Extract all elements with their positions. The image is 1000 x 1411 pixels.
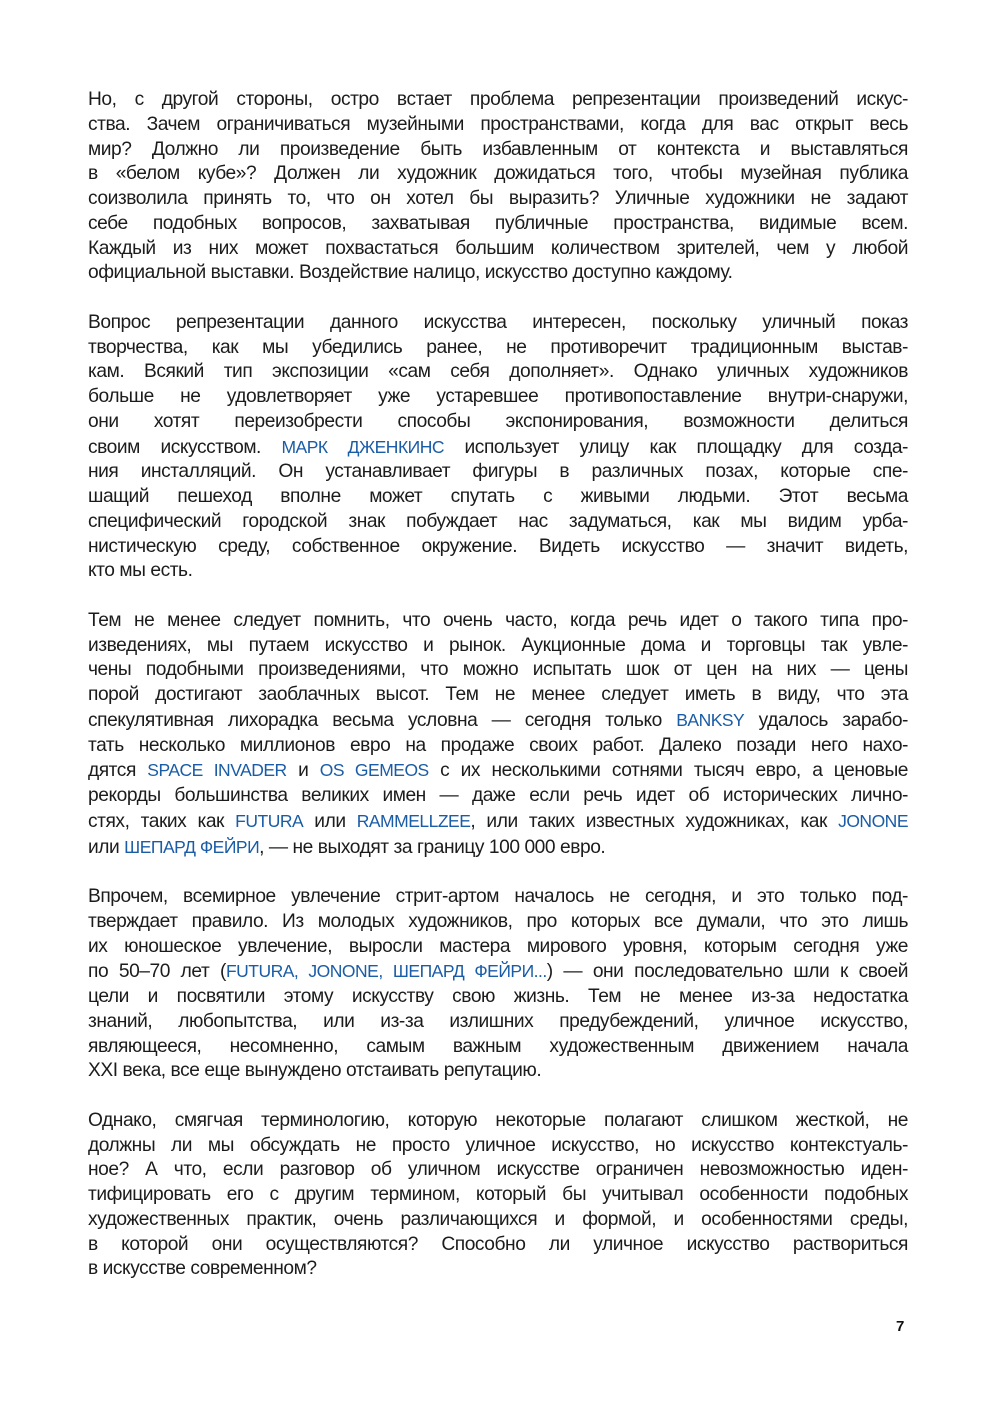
document-page — [88, 88, 908, 1307]
text-line — [88, 835, 908, 861]
text-line: специфический городской знак побуждает нас задуматься, как мы видим урба- — [88, 510, 908, 532]
text-line: творчества, как мы убедились ранее, не противоречит традиционным выстав- — [88, 336, 908, 358]
text-line: официальной выставки. Воздействие налицо, искусство доступно каждому. — [88, 262, 733, 284]
text-line: знаний, любопытства, или из-за излишних предубеждений, уличное искусство, — [88, 1010, 908, 1032]
artist-name-os-gemeos: OS GEMEOS — [319, 760, 429, 781]
text-line — [88, 959, 908, 985]
text-line: являющееся, несомненно, самым важным художественным движением начала — [88, 1035, 908, 1057]
paragraph-1 — [88, 88, 908, 286]
text-line: цели и посвятили этому искусству свою жизнь. Тем не менее из-за недостатка — [88, 986, 908, 1007]
text-line — [88, 708, 908, 734]
text-line: кто мы есть. — [88, 560, 193, 582]
text-run: , — не выходят за границу 100 000 евро. — [259, 836, 606, 858]
paragraph-3 — [88, 609, 908, 861]
text-line: соизволила принять то, что он хотел бы выразить? Уличные художники не задают — [88, 188, 908, 209]
artist-name-rammellzee: RAMMELLZEE — [356, 810, 471, 831]
text-line — [88, 809, 908, 835]
text-line: ния инсталляций. Он устанавливает фигуры в различных позах, которые спе- — [88, 461, 908, 483]
paragraph-4 — [88, 885, 908, 1084]
text-line: Тем не менее следует помнить, что очень часто, когда речь идет о такого типа про- — [88, 609, 908, 631]
text-run: или — [303, 810, 357, 832]
text-line: чены подобными произведениями, что можно испытать шок от цен на них — цены — [88, 659, 908, 681]
text-line: ное? А что, если разговор об уличном искусстве ограничен невозможностью иден- — [88, 1159, 908, 1181]
text-line: должны ли мы обсуждать не просто уличное искусство, но искусство контекстуаль- — [88, 1134, 908, 1156]
text-line: их юношеское увлечение, выросли мастера мирового уровня, которым сегодня уже — [88, 935, 908, 957]
artist-name-shepard-fairey: ШЕПАРД ФЕЙРИ — [124, 836, 260, 857]
text-line: шащий пешеход вполне может спутать с живыми людьми. Этот весьма — [88, 486, 908, 507]
text-line: больше не удовлетворяет уже устаревшее противопоставление внутри-снаружи, — [88, 386, 908, 407]
text-run: с их несколькими сотнями тысяч евро, а ценовые — [428, 760, 909, 782]
text-run: дятся — [88, 760, 148, 782]
text-run: использует улицу как площадку для созда- — [444, 436, 908, 458]
text-run: спекулятивная лихорадка весьма условна — сегодня только — [88, 709, 677, 731]
paragraph-5 — [88, 1109, 908, 1282]
text-line: ства. Зачем ограничиваться музейными пространствами, когда для вас открыт весь — [88, 113, 908, 135]
text-line — [88, 758, 908, 784]
artist-name-banksy: BANKSY — [676, 709, 745, 730]
page-number: 7 — [896, 1318, 905, 1335]
text-run: ) — они последовательно шли к своей — [546, 961, 908, 983]
text-line: в которой они осуществляются? Способно ли уличное искусство раствориться — [88, 1233, 908, 1255]
text-line: нистическую среду, собственное окружение. Видеть искусство — значит видеть, — [88, 535, 908, 557]
artist-name-jonone: JONONE — [838, 810, 908, 831]
text-line: Каждый из них может похвастаться большим количеством зрителей, чем у любой — [88, 237, 908, 259]
text-run: стях, таких как — [88, 810, 236, 832]
artist-name-futura: FUTURA — [235, 810, 304, 831]
text-line: рекорды большинства великих имен — даже если речь идет об исторических лично- — [88, 785, 908, 806]
paragraph-2 — [88, 311, 908, 584]
text-line: себе подобных вопросов, захватывая публичные пространства, видимые всем. — [88, 212, 908, 234]
artist-name-mark-jenkins: МАРК ДЖЕНКИНС — [281, 436, 444, 457]
text-line: в «белом кубе»? Должен ли художник дожидаться того, чтобы музейная публика — [88, 163, 908, 185]
text-line: тверждает правило. Из молодых художников, про которых все думали, что это лишь — [88, 910, 908, 932]
text-line: мир? Должно ли произведение быть избавленным от контекста и выставляться — [88, 138, 908, 160]
text-run: по 50–70 лет ( — [88, 961, 226, 983]
text-line: тать несколько миллионов евро на продаже своих работ. Далеко позади него нахо- — [88, 734, 908, 756]
text-line: Впрочем, всемирное увлечение стрит-артом началось не сегодня, и это только под- — [88, 886, 908, 907]
text-line: в искусстве современном? — [88, 1258, 317, 1280]
text-line: XXI века, все еще вынуждено отстаивать репутацию. — [88, 1060, 542, 1082]
text-line: кам. Всякий тип экспозиции «сам себя дополняет». Однако уличных художников — [88, 361, 908, 383]
text-line: они хотят переизобрести способы экспонирования, возможности делиться — [88, 410, 908, 432]
text-line: Но, с другой стороны, остро встает проблема репрезентации произведений искус- — [88, 89, 908, 110]
text-run: или — [88, 836, 125, 858]
text-run: своим искусством. — [88, 436, 282, 458]
text-line: тифицировать его с другим термином, который бы учитывал особенности подобных — [88, 1184, 908, 1205]
text-run: и — [286, 760, 320, 782]
artist-name-space-invader: SPACE INVADER — [147, 760, 287, 781]
text-line: изведениях, мы путаем искусство и рынок. Аукционные дома и торговцы так увле- — [88, 634, 908, 656]
text-line: художественных практик, очень различающихся и формой, и особенностями среды, — [88, 1208, 908, 1230]
text-line: Однако, смягчая терминологию, которую некоторые полагают слишком жесткой, не — [88, 1109, 908, 1131]
text-line: Вопрос репрезентации данного искусства интересен, поскольку уличный показ — [88, 311, 908, 333]
text-line — [88, 435, 908, 461]
text-line: порой достигают заоблачных высот. Тем не менее следует иметь в виду, что эта — [88, 684, 908, 705]
text-run: , или таких известных художниках, как — [470, 810, 839, 832]
text-run: удалось зарабо- — [744, 709, 908, 731]
artist-names-list: FUTURA, JONONE, ШЕПАРД ФЕЙРИ... — [225, 961, 547, 982]
